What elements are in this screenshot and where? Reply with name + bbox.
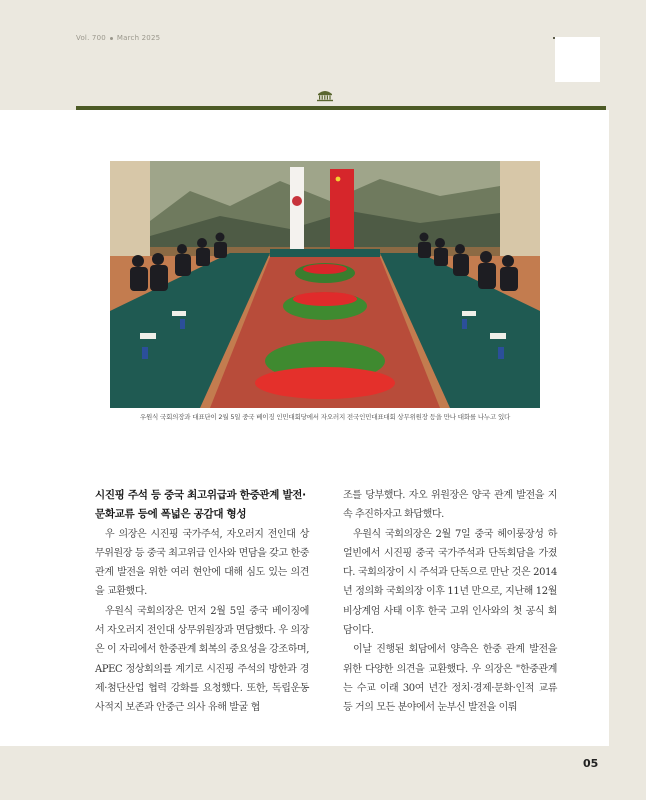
national-assembly-emblem-icon — [315, 88, 335, 102]
meeting-photo — [110, 161, 540, 408]
article-paragraph: 이날 진행된 회담에서 양측은 한중 관계 발전을 위한 다양한 의견을 교환했다. 우 의장은 "한중관계는 수교 이래 30여 년간 정치·경제·문화·인적 교류 등 거의 모든 분야에서 눈부신 발전을 이뤄 — [343, 644, 557, 714]
photo-caption: 우원식 국회의장과 대표단이 2월 5일 중국 베이징 인민대회당에서 자오러지 전국인민대표대회 상무위원장 등을 만나 대화를 나누고 있다 — [139, 413, 511, 421]
article-paragraph-continued: 조를 당부했다. 자오 위원장은 양국 관계 발전을 지속 추진하자고 화답했다. — [343, 490, 557, 521]
article-column-left — [95, 486, 309, 718]
volume-label: Vol. 700 — [76, 34, 106, 42]
page-number: 05 — [583, 757, 599, 770]
article-paragraph: 우 의장은 시진핑 국가주석, 자오러지 전인대 상무위원장 등 중국 최고위급 인사와 면담을 갖고 한중관계 발전을 위한 여러 현안에 대해 심도 있는 의견을 교환했다. — [95, 528, 309, 598]
article-headline-line-2: 문화교류 등에 폭넓은 공감대 형성 — [95, 508, 247, 521]
article-paragraph: 우원식 국회의장은 먼저 2월 5일 중국 베이징에서 자오러지 전인대 상무위원장과 면담했다. 우 의장은 이 자리에서 한중관계 회복의 중요성을 강조하며, APEC 정상회의를 계기로 시진핑 주석의 방한과 경제·첨단산업 협력 강화를 요청했다. 또한, 독립운동 사적지 보존과 안중근 의사 유해 발굴 협 — [95, 605, 309, 714]
article-column-right — [343, 486, 557, 718]
article-paragraph: 우원식 국회의장은 2월 7일 중국 헤이룽장성 하얼빈에서 시진핑 중국 국가주석과 단독회담을 가졌다. 국회의장이 시 주석과 단독으로 만난 것은 2014년 정의화 국회의장 이후 11년 만으로, 지난해 12월 비상계엄 사태 이후 한국 고위 인사와의 첫 공식 회담이다. — [343, 528, 557, 637]
separator-dot-icon — [110, 37, 113, 40]
article-headline-line-1: 시진핑 주석 등 중국 최고위급과 한중관계 발전· — [95, 489, 306, 501]
date-label: March 2025 — [116, 34, 161, 42]
corner-box — [555, 37, 600, 82]
issue-info — [76, 34, 160, 42]
